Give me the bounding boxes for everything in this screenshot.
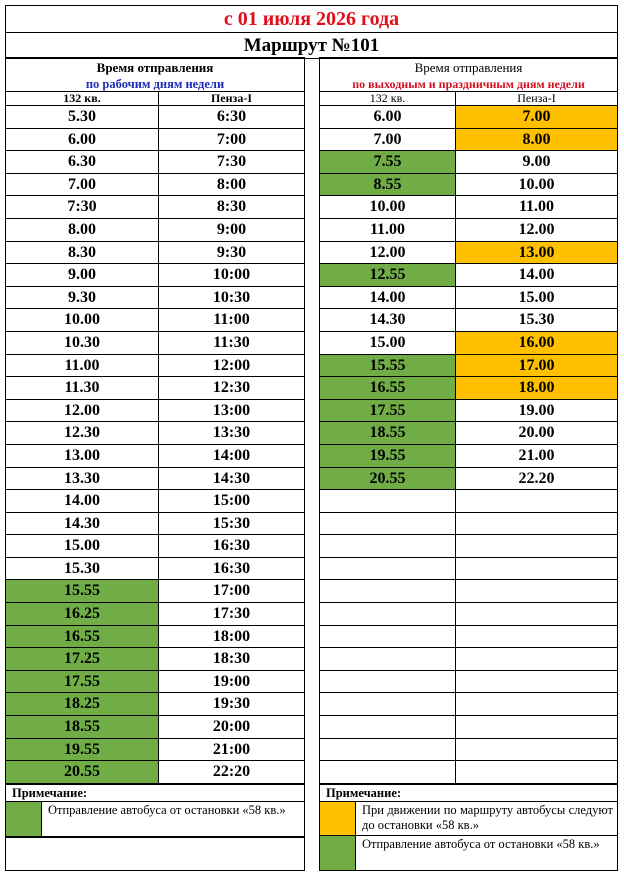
departure-132kv: 18.55 — [320, 422, 456, 444]
departure-penza: 16:30 — [212, 537, 251, 555]
table-row — [320, 558, 617, 581]
departure-132kv: 15.55 — [6, 580, 159, 602]
table-row — [320, 739, 617, 762]
departure-132kv: 12.55 — [320, 264, 456, 286]
departure-penza: 8:30 — [216, 198, 247, 216]
departure-penza: 9:00 — [216, 220, 247, 238]
table-row — [6, 716, 304, 739]
departure-penza: 7:30 — [216, 153, 247, 171]
table-row — [6, 648, 304, 671]
departure-penza: 12.00 — [518, 220, 555, 238]
weekday-rows — [6, 106, 304, 784]
departure-penza: 15:00 — [212, 492, 251, 510]
route-title: Маршрут №101 — [243, 35, 380, 56]
departure-132kv: 17.25 — [6, 648, 159, 670]
departure-penza — [456, 535, 617, 557]
departure-penza — [456, 761, 617, 783]
table-row — [6, 400, 304, 423]
departure-132kv: 7.00 — [320, 129, 456, 151]
weekend-header-title: Время отправления — [414, 60, 523, 75]
departure-penza: 17:30 — [212, 605, 251, 623]
departure-penza — [456, 626, 617, 648]
departure-132kv: 11.00 — [320, 219, 456, 241]
departure-penza: 18:00 — [212, 627, 251, 645]
departure-132kv — [320, 716, 456, 738]
table-row — [6, 603, 304, 626]
departure-penza: 8.00 — [456, 129, 617, 151]
departure-penza: 12:30 — [212, 379, 251, 397]
weekend-header-subtitle: по выходным и праздничным дням недели — [320, 77, 617, 92]
departure-132kv — [320, 671, 456, 693]
departure-penza: 11.00 — [518, 198, 555, 216]
departure-penza: 15.30 — [518, 311, 555, 329]
departure-132kv — [320, 580, 456, 602]
departure-132kv: 19.55 — [320, 445, 456, 467]
departure-penza: 18.00 — [456, 377, 617, 399]
departure-132kv: 11.30 — [6, 377, 159, 399]
table-row — [6, 377, 304, 400]
departure-penza — [456, 490, 617, 512]
departure-penza: 21.00 — [518, 446, 555, 464]
departure-132kv — [320, 535, 456, 557]
departure-penza: 15:30 — [212, 514, 251, 532]
departure-penza: 6:30 — [216, 108, 247, 125]
table-row — [320, 693, 617, 716]
table-row — [6, 513, 304, 536]
table-row — [6, 219, 304, 242]
table-row — [6, 332, 304, 355]
table-row — [6, 196, 304, 219]
departure-penza: 13:00 — [212, 401, 251, 419]
table-row — [320, 151, 617, 174]
table-row — [6, 129, 304, 152]
table-row — [320, 287, 617, 310]
departure-penza: 22.20 — [518, 469, 555, 487]
departure-penza: 19:00 — [212, 672, 251, 690]
table-row — [6, 264, 304, 287]
table-row — [6, 151, 304, 174]
table-row — [320, 400, 617, 423]
table-row — [320, 716, 617, 739]
table-row — [6, 761, 304, 784]
table-row — [320, 761, 617, 784]
departure-penza — [456, 716, 617, 738]
departure-penza: 10:00 — [212, 266, 251, 284]
departure-penza — [456, 739, 617, 761]
departure-132kv: 6.30 — [6, 151, 159, 173]
departure-132kv: 14.30 — [320, 309, 456, 331]
table-row — [320, 377, 617, 400]
table-row — [6, 106, 304, 129]
departure-132kv — [320, 603, 456, 625]
departure-132kv: 10.30 — [6, 332, 159, 354]
departure-penza: 16.00 — [456, 332, 617, 354]
departure-penza — [456, 558, 617, 580]
departure-penza: 20.00 — [518, 424, 555, 442]
departure-132kv: 8.00 — [6, 219, 159, 241]
table-row — [320, 309, 617, 332]
table-row — [320, 242, 617, 265]
departure-132kv — [320, 490, 456, 512]
departure-132kv: 13.00 — [6, 445, 159, 467]
departure-penza — [456, 671, 617, 693]
weekday-header-title: Время отправления — [96, 60, 214, 75]
departure-penza: 19:30 — [212, 695, 251, 713]
table-row — [6, 445, 304, 468]
departure-132kv: 12.00 — [320, 242, 456, 264]
departure-132kv: 18.25 — [6, 693, 159, 715]
table-row — [6, 242, 304, 265]
departure-132kv: 10.00 — [320, 196, 456, 218]
departure-132kv: 18.55 — [6, 716, 159, 738]
departure-penza: 7:00 — [216, 130, 247, 148]
departure-penza: 19.00 — [518, 401, 555, 419]
table-row — [320, 535, 617, 558]
departure-132kv: 7:30 — [6, 196, 159, 218]
departure-132kv: 9.00 — [6, 264, 159, 286]
table-row — [6, 490, 304, 513]
weekend-note2-text: Отправление автобуса от остановки «58 кв.» — [362, 836, 600, 851]
table-row — [320, 129, 617, 152]
table-row — [320, 626, 617, 649]
table-row — [6, 580, 304, 603]
departure-penza: 17:00 — [212, 582, 251, 600]
departure-132kv: 19.55 — [6, 739, 159, 761]
table-row — [320, 174, 617, 197]
departure-penza: 14:00 — [212, 446, 251, 464]
table-row — [6, 355, 304, 378]
departure-132kv: 16.25 — [6, 603, 159, 625]
title-block — [5, 5, 618, 59]
departure-penza: 11:00 — [213, 311, 250, 329]
column-header-penza: Пенза-I — [210, 91, 253, 105]
departure-132kv: 15.30 — [6, 558, 159, 580]
weekend-note-green — [320, 836, 617, 870]
table-row — [320, 422, 617, 445]
departure-132kv: 6.00 — [6, 129, 159, 151]
table-row — [6, 739, 304, 762]
weekend-note — [320, 784, 617, 870]
departure-132kv: 14.00 — [320, 287, 456, 309]
table-row — [320, 671, 617, 694]
table-row — [320, 219, 617, 242]
weekday-column-headers — [6, 92, 304, 106]
weekend-note-title: Примечание: — [320, 785, 617, 802]
table-row — [320, 603, 617, 626]
weekday-note-blank — [6, 837, 304, 870]
weekday-note-green — [6, 802, 304, 837]
departure-132kv: 10.00 — [6, 309, 159, 331]
departure-penza: 14.00 — [518, 266, 555, 284]
table-row — [320, 355, 617, 378]
table-row — [6, 309, 304, 332]
departure-132kv: 20.55 — [6, 761, 159, 783]
table-row — [320, 196, 617, 219]
weekend-column-headers — [320, 92, 617, 106]
column-header-132kv: 132 кв. — [6, 92, 159, 105]
departure-132kv: 8.30 — [6, 242, 159, 264]
departure-penza — [456, 513, 617, 535]
departure-penza: 10.00 — [518, 175, 555, 193]
weekday-note-title: Примечание: — [6, 785, 304, 802]
green-swatch — [6, 802, 42, 836]
departure-penza: 8:00 — [216, 175, 247, 193]
departure-132kv: 14.00 — [6, 490, 159, 512]
green-swatch — [320, 836, 356, 870]
departure-penza: 18:30 — [212, 650, 251, 668]
table-row — [320, 445, 617, 468]
departure-132kv — [320, 626, 456, 648]
departure-penza: 9.00 — [522, 153, 551, 171]
departure-132kv — [320, 739, 456, 761]
departure-132kv: 17.55 — [320, 400, 456, 422]
departure-132kv: 14.30 — [6, 513, 159, 535]
departure-132kv — [320, 558, 456, 580]
departure-penza: 15.00 — [518, 288, 555, 306]
departure-132kv: 12.30 — [6, 422, 159, 444]
table-row — [320, 490, 617, 513]
column-header-132kv: 132 кв. — [320, 92, 456, 105]
weekday-timetable — [5, 57, 305, 871]
table-row — [320, 648, 617, 671]
departure-132kv: 20.55 — [320, 468, 456, 490]
departure-penza: 20:00 — [212, 718, 251, 736]
table-row — [320, 106, 617, 129]
table-row — [6, 626, 304, 649]
weekday-note-text: Отправление автобуса от остановки «58 кв.» — [48, 802, 286, 817]
orange-swatch — [320, 802, 356, 835]
departure-132kv: 5.30 — [6, 106, 159, 128]
departure-132kv: 12.00 — [6, 400, 159, 422]
table-row — [320, 332, 617, 355]
departure-132kv: 17.55 — [6, 671, 159, 693]
departure-132kv: 15.00 — [320, 332, 456, 354]
departure-132kv: 16.55 — [6, 626, 159, 648]
table-row — [6, 287, 304, 310]
departure-penza — [456, 603, 617, 625]
departure-penza: 14:30 — [212, 469, 251, 487]
departure-penza: 16:30 — [212, 559, 251, 577]
weekend-timetable — [319, 57, 618, 871]
departure-penza: 11:30 — [213, 333, 250, 351]
departure-penza — [456, 693, 617, 715]
effective-date: с 01 июля 2026 года — [6, 6, 617, 33]
departure-132kv: 6.00 — [320, 106, 456, 128]
table-row — [320, 580, 617, 603]
departure-penza: 21:00 — [212, 740, 251, 758]
departure-penza: 9:30 — [216, 243, 247, 261]
weekday-header-subtitle: по рабочим дням недели — [6, 77, 304, 92]
departure-penza: 7.00 — [456, 106, 617, 128]
departure-132kv: 8.55 — [320, 174, 456, 196]
weekend-note1-text: При движении по маршруту автобусы следуют до остановки «58 кв.» — [362, 802, 613, 832]
departure-132kv: 9.30 — [6, 287, 159, 309]
weekend-rows — [320, 106, 617, 784]
departure-132kv: 11.00 — [6, 355, 159, 377]
table-row — [6, 422, 304, 445]
table-row — [6, 535, 304, 558]
departure-penza: 22:20 — [212, 763, 251, 781]
column-header-penza: Пенза-I — [517, 91, 556, 105]
table-row — [6, 174, 304, 197]
departure-132kv: 7.55 — [320, 151, 456, 173]
departure-penza — [456, 648, 617, 670]
departure-penza: 12:00 — [212, 356, 251, 374]
departure-penza — [456, 580, 617, 602]
departure-132kv — [320, 513, 456, 535]
departure-132kv — [320, 761, 456, 783]
departure-penza: 13.00 — [456, 242, 617, 264]
table-row — [320, 513, 617, 536]
departure-penza: 17.00 — [456, 355, 617, 377]
weekend-note-orange — [320, 802, 617, 836]
departure-132kv: 16.55 — [320, 377, 456, 399]
departure-penza: 13:30 — [212, 424, 251, 442]
departure-132kv — [320, 693, 456, 715]
table-row — [6, 693, 304, 716]
departure-132kv: 13.30 — [6, 468, 159, 490]
table-row — [320, 264, 617, 287]
departure-penza: 10:30 — [212, 288, 251, 306]
table-row — [6, 558, 304, 581]
table-row — [6, 671, 304, 694]
departure-132kv: 15.55 — [320, 355, 456, 377]
departure-132kv: 15.00 — [6, 535, 159, 557]
departure-132kv: 7.00 — [6, 174, 159, 196]
weekday-note — [6, 784, 304, 870]
table-row — [6, 468, 304, 491]
table-row — [320, 468, 617, 491]
departure-132kv — [320, 648, 456, 670]
